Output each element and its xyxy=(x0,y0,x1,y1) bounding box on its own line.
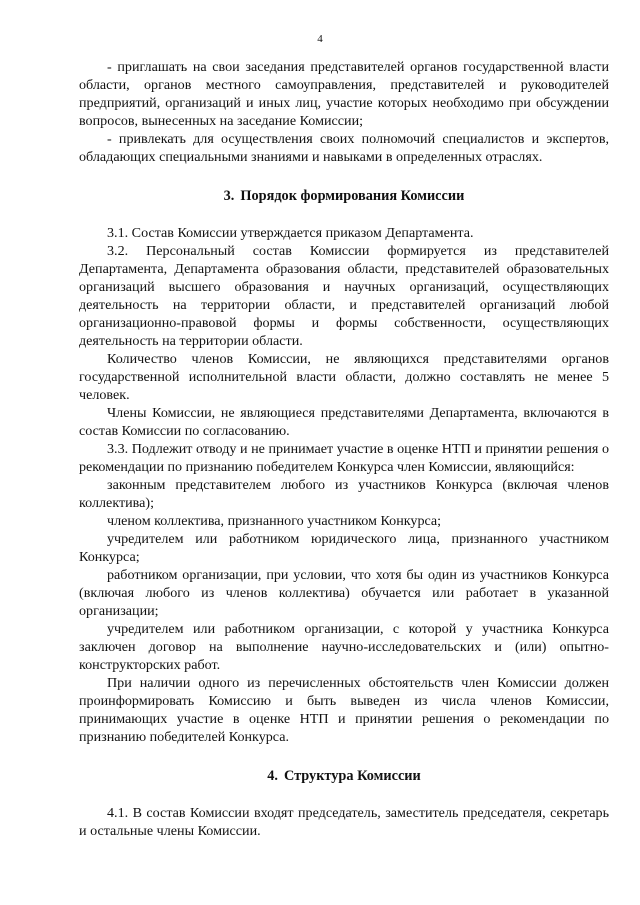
section-heading xyxy=(79,187,609,205)
paragraph: Члены Комиссии, не являющиеся представителями Департамента, включаются в состав Комиссии по согласованию. xyxy=(79,405,609,439)
paragraph: 3.1. Состав Комиссии утверждается приказом Департамента. xyxy=(107,225,474,241)
paragraph: работником организации, при условии, что хотя бы один из участников Конкурса (включая любого из членов коллектива) обучается или работает в указанной организации; xyxy=(79,567,609,619)
paragraph: При наличии одного из перечисленных обстоятельств член Комиссии должен проинформировать Комиссию и быть выведен из числа членов Комиссии, принимающих участие в оценке НТП и принятии решения о рекомендации по признанию победителей Конкурса. xyxy=(79,675,609,745)
section-title: Порядок формирования Комиссии xyxy=(240,188,465,204)
paragraph: учредителем или работником юридического лица, признанного участником Конкурса; xyxy=(79,531,609,565)
paragraph: - приглашать на свои заседания представителей органов государственной власти области, органов местного самоуправления, представителей и руководителей предприятий, организаций и иных лиц, участие которых необходимо при обсуждении вопросов, вынесенных на заседание Комиссии; xyxy=(79,59,609,129)
paragraph: Количество членов Комиссии, не являющихся представителями органов государственной исполнительной власти области, должно составлять не менее 5 человек. xyxy=(79,351,609,403)
section-number: 4. xyxy=(267,768,278,784)
section-heading xyxy=(79,767,609,785)
section-number: 3. xyxy=(223,188,235,204)
paragraph: 3.3. Подлежит отводу и не принимает участие в оценке НТП и принятии решения о рекомендации по признанию победителем Конкурса член Комиссии, являющийся: xyxy=(79,441,609,475)
document-body xyxy=(79,58,609,840)
paragraph: - привлекать для осуществления своих полномочий специалистов и экспертов, обладающих специальными знаниями и навыками в определенных отраслях. xyxy=(79,131,609,165)
page-number: 4 xyxy=(317,33,323,45)
paragraph: законным представителем любого из участников Конкурса (включая членов коллектива); xyxy=(79,477,609,511)
section-title: Структура Комиссии xyxy=(283,768,421,784)
paragraph: учредителем или работником организации, с которой у участника Конкурса заключен договор на выполнение научно-исследовательских и (или) опытно-конструкторских работ. xyxy=(79,621,609,673)
paragraph: 4.1. В состав Комиссии входят председатель, заместитель председателя, секретарь и остальные члены Комиссии. xyxy=(79,805,609,839)
paragraph: 3.2. Персональный состав Комиссии формируется из представителей Департамента, Департамента образования области, представителей образовательных организаций высшего образования и научных организаций, осуществляющих деятельность на территории области, и представителей организаций любой организационно-правовой формы и формы собственности, осуществляющих деятельность на территории области. xyxy=(79,243,609,349)
paragraph: членом коллектива, признанного участником Конкурса; xyxy=(107,513,442,529)
